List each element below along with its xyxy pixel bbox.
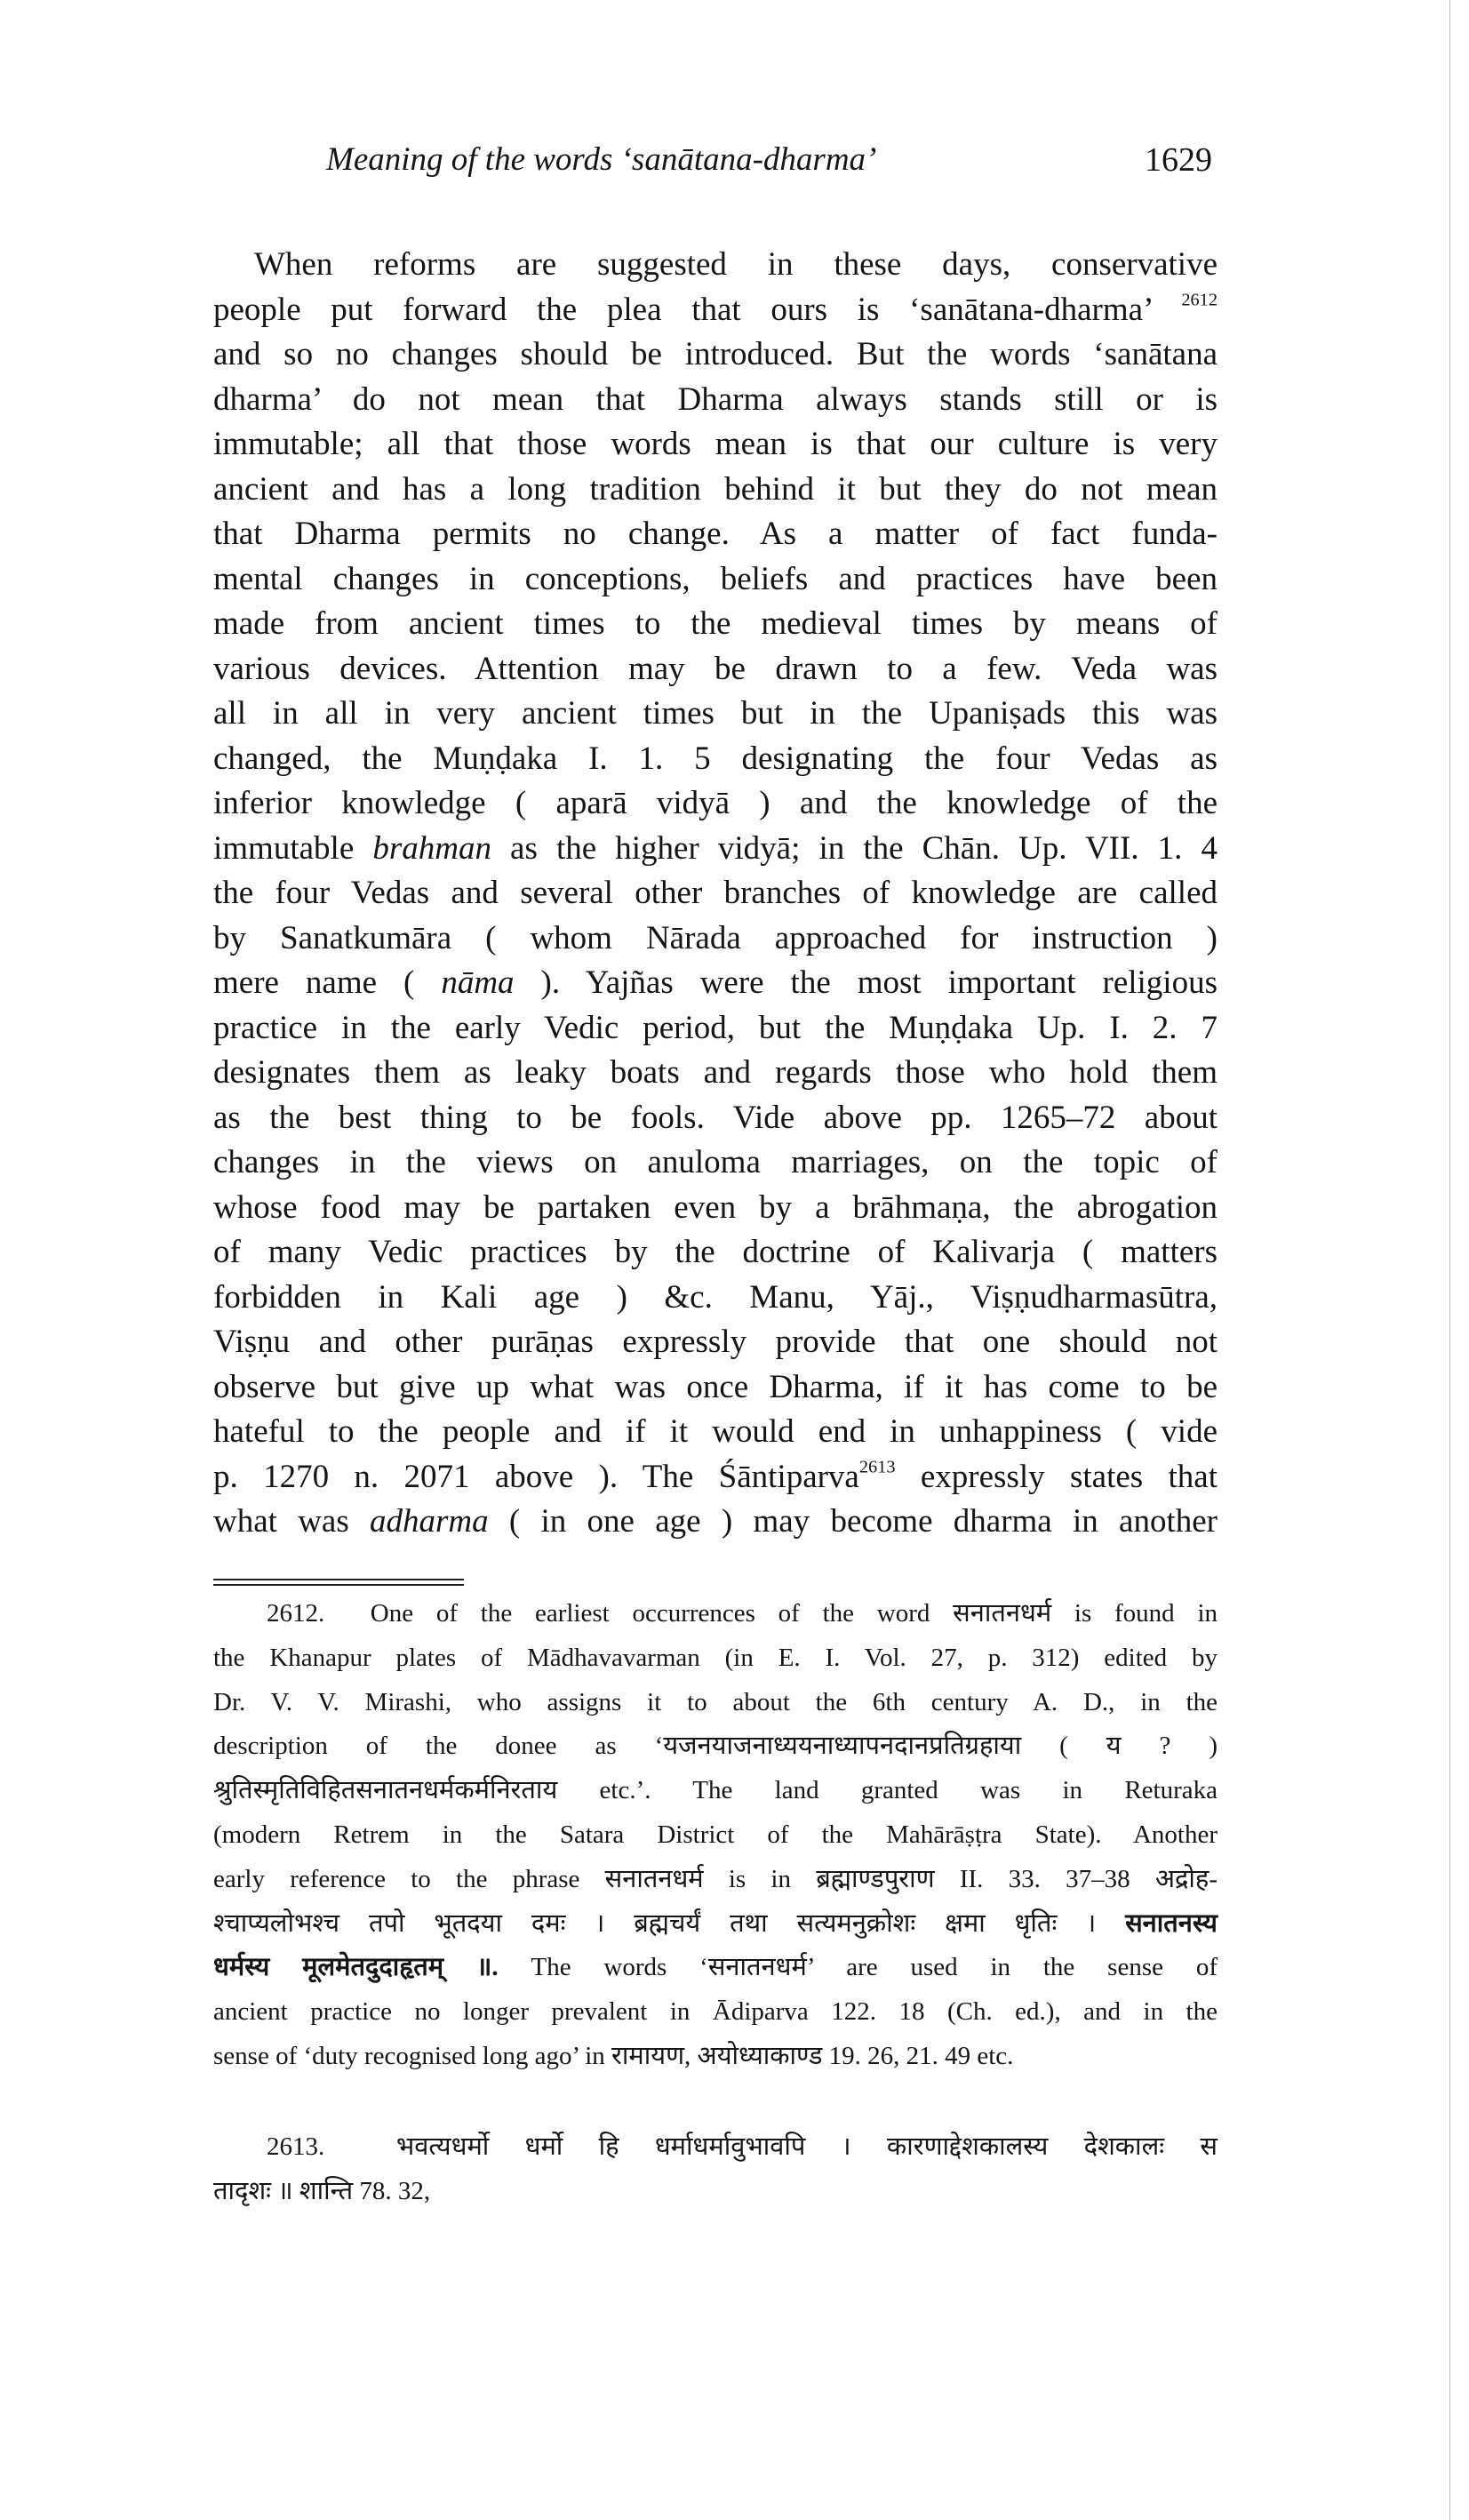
body-line xyxy=(254,242,1218,287)
page-number: 1629 xyxy=(1145,141,1212,179)
text-segment: ancient and has a long tradition behind it but they do not mean xyxy=(213,470,1218,508)
footnote-line xyxy=(213,1857,1218,1901)
scan-edge-line xyxy=(1449,0,1450,2520)
text-segment: the four Vedas and several other branches of knowledge are called xyxy=(213,875,1218,911)
text-segment: nāma xyxy=(441,964,515,1001)
footnote-line xyxy=(213,1724,1218,1768)
body-line xyxy=(213,1275,1218,1320)
body-line xyxy=(213,511,1218,556)
body-line xyxy=(213,601,1218,646)
text-segment: whose food may be partaken even by a brāhmaṇa, the abrogation xyxy=(213,1188,1218,1226)
footnote-line xyxy=(267,2124,1218,2169)
body-line xyxy=(213,1185,1218,1230)
body-line xyxy=(213,646,1218,692)
footnote-line xyxy=(213,1989,1218,2034)
footnote-number: 2613. xyxy=(267,2132,396,2161)
body-line xyxy=(213,780,1218,826)
body-line xyxy=(213,1005,1218,1051)
footnote-line xyxy=(213,1945,1218,1989)
body-line xyxy=(213,1364,1218,1410)
text-segment: inferior knowledge ( aparā vidyā ) and the knowledge of the xyxy=(213,785,1218,821)
text-segment: changes in the views on anuloma marriages, on the topic of xyxy=(213,1144,1218,1180)
text-segment: designates them as leaky boats and regards those who hold them xyxy=(213,1054,1218,1091)
body-line xyxy=(213,960,1218,1005)
text-segment: dharma’ do not mean that Dharma always stands still or is xyxy=(213,380,1218,418)
body-line xyxy=(213,1050,1218,1095)
body-line xyxy=(213,870,1218,916)
text-segment: श्रुतिस्मृतिविहितसनातनधर्मकर्मनिरताय etc.’. The land granted was in Returaka xyxy=(213,1776,1218,1805)
footnote-rule xyxy=(213,1584,464,1586)
text-segment: brahman xyxy=(372,829,491,867)
text-segment: changed, the Muṇḍaka I. 1. 5 designating the four Vedas as xyxy=(213,740,1218,777)
footnote-line xyxy=(213,1812,1218,1857)
footnote-line xyxy=(213,1901,1218,1946)
text-segment: sense of ‘duty recognised long ago’ in रामायण, अयोध्याकाण्ड 19. 26, 21. 49 etc. xyxy=(213,2042,1014,2070)
text-segment: भवत्यधर्मो धर्मो हि धर्माधर्मावुभावपि । कारणाद्देशकालस्य देशकालः स xyxy=(395,2132,1218,2161)
footnote-reference: 2612 xyxy=(1181,290,1218,310)
body-line xyxy=(213,826,1218,871)
body-line xyxy=(213,1499,1218,1544)
text-segment: description of the donee as ‘यजनयाजनाध्ययनाध्यापनदानप्रतिग्रहाया ( य ? ) xyxy=(213,1732,1218,1761)
body-line xyxy=(213,556,1218,602)
body-line xyxy=(213,377,1218,422)
text-segment: what was xyxy=(213,1503,371,1540)
text-segment: the Khanapur plates of Mādhavavarman (in E. I. Vol. 27, p. 312) edited by xyxy=(213,1643,1218,1672)
body-line xyxy=(213,1454,1218,1500)
body-line xyxy=(213,332,1218,377)
text-segment: सनातनस्य xyxy=(1125,1908,1218,1938)
body-line xyxy=(213,736,1218,781)
body-line xyxy=(213,1229,1218,1275)
body-line xyxy=(213,1409,1218,1454)
body-line xyxy=(213,467,1218,512)
text-segment: adharma xyxy=(370,1503,489,1540)
text-segment: practice in the early Vedic period, but the Muṇḍaka Up. I. 2. 7 xyxy=(213,1009,1218,1046)
body-line xyxy=(213,1319,1218,1364)
text-segment: observe but give up what was once Dharma, if it has come to be xyxy=(213,1368,1218,1405)
text-segment: Viṣṇu and other purāṇas expressly provide that one should not xyxy=(213,1324,1218,1360)
text-segment: that Dharma permits no change. As a matter of fact funda- xyxy=(213,516,1218,552)
footnote-line xyxy=(213,2169,1218,2213)
text-segment: as the higher vidyā; in the Chān. Up. VII. 1. 4 xyxy=(491,829,1218,867)
footnote-line xyxy=(267,1591,1218,1636)
text-segment: Dr. V. V. Mirashi, who assigns it to about the 6th century A. D., in the xyxy=(213,1687,1218,1716)
text-segment: (modern Retrem in the Satara District of the Mahārāṣṭra State). Another xyxy=(213,1820,1218,1849)
body-line xyxy=(213,691,1218,736)
body-line xyxy=(213,421,1218,467)
text-segment: made from ancient times to the medieval times by means of xyxy=(213,605,1218,642)
running-title: Meaning of the words ‘sanātana-dharma’ xyxy=(326,141,877,178)
text-segment: early reference to the phrase सनातनधर्म is in ब्रह्माण्डपुराण II. 33. 37–38 अद्रोह- xyxy=(213,1864,1218,1893)
text-segment: and so no changes should be introduced. But the words ‘sanātana xyxy=(213,336,1218,372)
text-segment: तादृशः ॥ शान्ति 78. 32, xyxy=(213,2176,431,2205)
footnote-line xyxy=(213,1768,1218,1812)
text-segment: immutable; all that those words mean is that our culture is very xyxy=(213,426,1218,462)
text-segment: all in all in very ancient times but in the Upaniṣads this was xyxy=(213,695,1218,732)
body-line xyxy=(213,916,1218,961)
text-segment: श्चाप्यलोभश्च तपो भूतदया दमः । ब्रह्मचर्यं तथा सत्यमनुक्रोशः क्षमा धृतिः । xyxy=(213,1908,1126,1938)
footnote-line xyxy=(213,1680,1218,1724)
text-segment: mental changes in conceptions, beliefs and practices have been xyxy=(213,560,1218,597)
text-segment: as the best thing to be fools. Vide above pp. 1265–72 about xyxy=(213,1099,1218,1136)
footnote-reference: 2613 xyxy=(858,1457,896,1477)
footnote-number: 2612. xyxy=(267,1599,371,1628)
text-segment: forbidden in Kali age ) &c. Manu, Yāj., Viṣṇudharmasūtra, xyxy=(213,1278,1218,1316)
text-segment: mere name ( xyxy=(213,964,442,1001)
text-segment: immutable xyxy=(213,829,373,867)
footnote-line xyxy=(213,2034,1218,2078)
body-line xyxy=(213,287,1218,332)
text-segment: people put forward the plea that ours is ‘sanātana-dharma’ xyxy=(213,291,1182,328)
text-segment: ( in one age ) may become dharma in another xyxy=(488,1503,1218,1540)
footnote-rule xyxy=(213,1579,464,1580)
text-segment: of many Vedic practices by the doctrine of Kalivarja ( matters xyxy=(213,1234,1218,1270)
text-segment: When reforms are suggested in these days, conservative xyxy=(254,246,1218,283)
text-segment: The words ‘सनातनधर्म’ are used in the sense of xyxy=(498,1953,1218,1982)
footnote-line xyxy=(213,1636,1218,1680)
body-line xyxy=(213,1140,1218,1185)
text-segment: One of the earliest occurrences of the word सनातनधर्म is found in xyxy=(370,1599,1218,1628)
text-segment: hateful to the people and if it would end in unhappiness ( vide xyxy=(213,1413,1218,1450)
text-segment: p. 1270 n. 2071 above ). The Śāntiparva xyxy=(213,1458,859,1495)
text-segment: by Sanatkumāra ( whom Nārada approached for instruction ) xyxy=(213,919,1218,956)
body-line xyxy=(213,1095,1218,1140)
text-segment: various devices. Attention may be drawn to a few. Veda was xyxy=(213,650,1218,687)
text-segment: expressly states that xyxy=(895,1458,1218,1495)
text-segment: ). Yajñas were the most important religious xyxy=(514,964,1218,1001)
text-segment: धर्मस्य मूलमेतदुदाहृतम् ॥. xyxy=(213,1953,499,1982)
text-segment: ancient practice no longer prevalent in Ādiparva 122. 18 (Ch. ed.), and in the xyxy=(213,1997,1218,2027)
